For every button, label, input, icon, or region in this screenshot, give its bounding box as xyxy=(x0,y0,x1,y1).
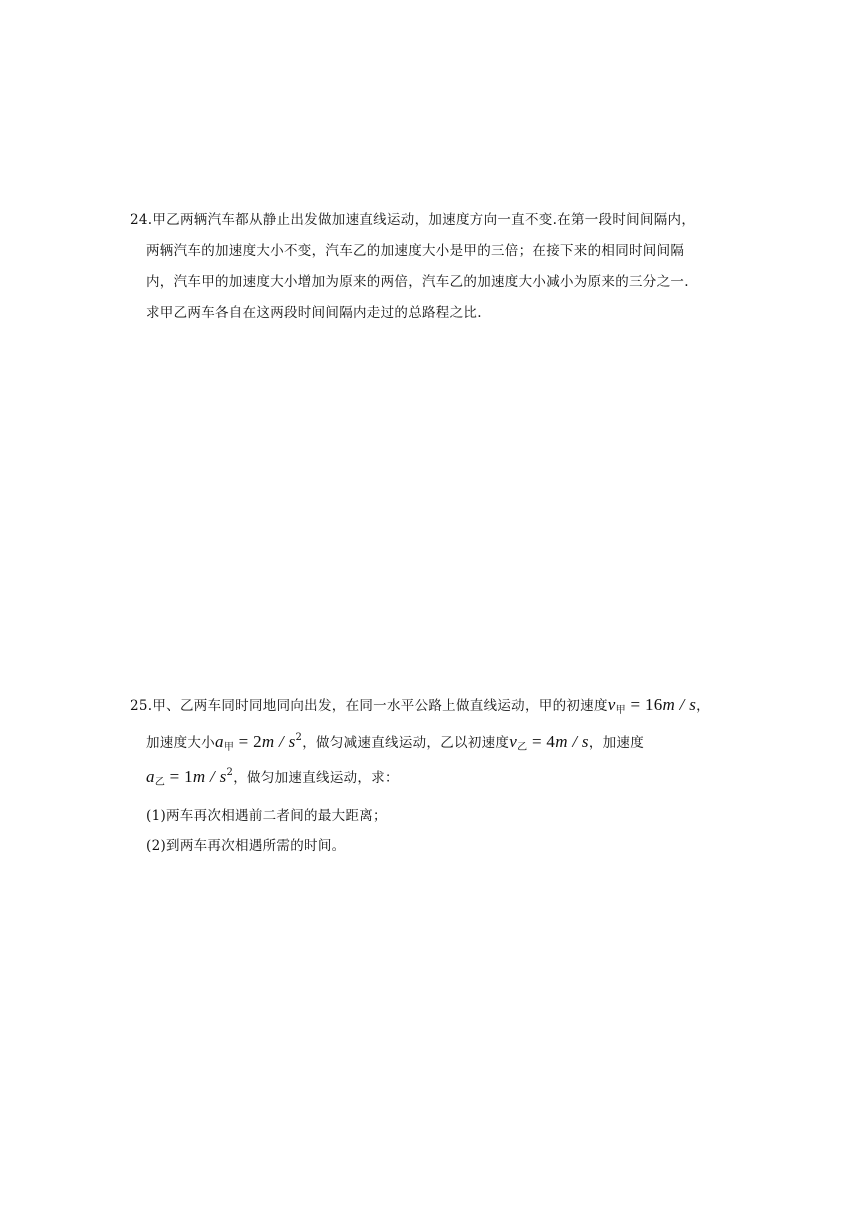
v-yi-unit: m / s xyxy=(555,732,589,751)
a-yi-value: = 1 xyxy=(165,767,193,786)
a-yi-subscript: 乙 xyxy=(154,777,166,788)
q24-line-2: 两辆汽车的加速度大小不变，汽车乙的加速度大小是甲的三倍；在接下来的相同时间间隔 xyxy=(146,243,685,259)
q25-line-1-text: 25.甲、乙两车同时同地同向出发，在同一水平公路上做直线运动，甲的初速度 xyxy=(130,698,608,714)
q25-line-1-end: ， xyxy=(696,698,710,714)
q25-line-3 xyxy=(146,766,399,788)
q25-line-2 xyxy=(146,731,644,753)
q25-part-1: (1)两车再次相遇前二者间的最大距离； xyxy=(146,808,387,824)
a-yi-unit: m / s xyxy=(192,767,227,786)
q25-line-2-mid: ，做匀减速直线运动，乙以初速度 xyxy=(302,735,510,751)
v-yi-symbol: v xyxy=(509,732,518,751)
v-jia-value: = 16 xyxy=(625,695,663,714)
v-jia-subscript: 甲 xyxy=(615,705,626,716)
a-jia-value: = 2 xyxy=(234,732,262,751)
a-jia-symbol: a xyxy=(215,732,224,751)
v-jia-symbol: v xyxy=(607,695,616,714)
a-yi-exponent: 2 xyxy=(226,767,234,778)
a-jia-subscript: 甲 xyxy=(223,742,235,753)
q24-line-1: 24.甲乙两辆汽车都从静止出发做加速直线运动，加速度方向一直不变.在第一段时间间隔内， xyxy=(130,212,696,228)
a-yi-symbol: a xyxy=(146,767,155,786)
a-jia-exponent: 2 xyxy=(295,732,303,743)
a-jia-unit: m / s xyxy=(261,732,296,751)
q25-line-2-end: ，加速度 xyxy=(588,735,645,751)
q25-part-2: (2)到两车再次相遇所需的时间。 xyxy=(146,838,346,854)
q25-line-3-end: ，做匀加速直线运动，求： xyxy=(233,770,399,786)
v-jia-unit: m / s xyxy=(662,695,697,714)
q25-line-1 xyxy=(130,694,710,716)
q24-line-3: 内，汽车甲的加速度大小增加为原来的两倍，汽车乙的加速度大小减小为原来的三分之一. xyxy=(146,274,689,290)
q25-line-2-text: 加速度大小 xyxy=(146,735,215,751)
v-yi-subscript: 乙 xyxy=(517,742,528,753)
v-yi-value: = 4 xyxy=(527,732,556,751)
q24-line-4: 求甲乙两车各自在这两段时间间隔内走过的总路程之比. xyxy=(146,305,482,321)
